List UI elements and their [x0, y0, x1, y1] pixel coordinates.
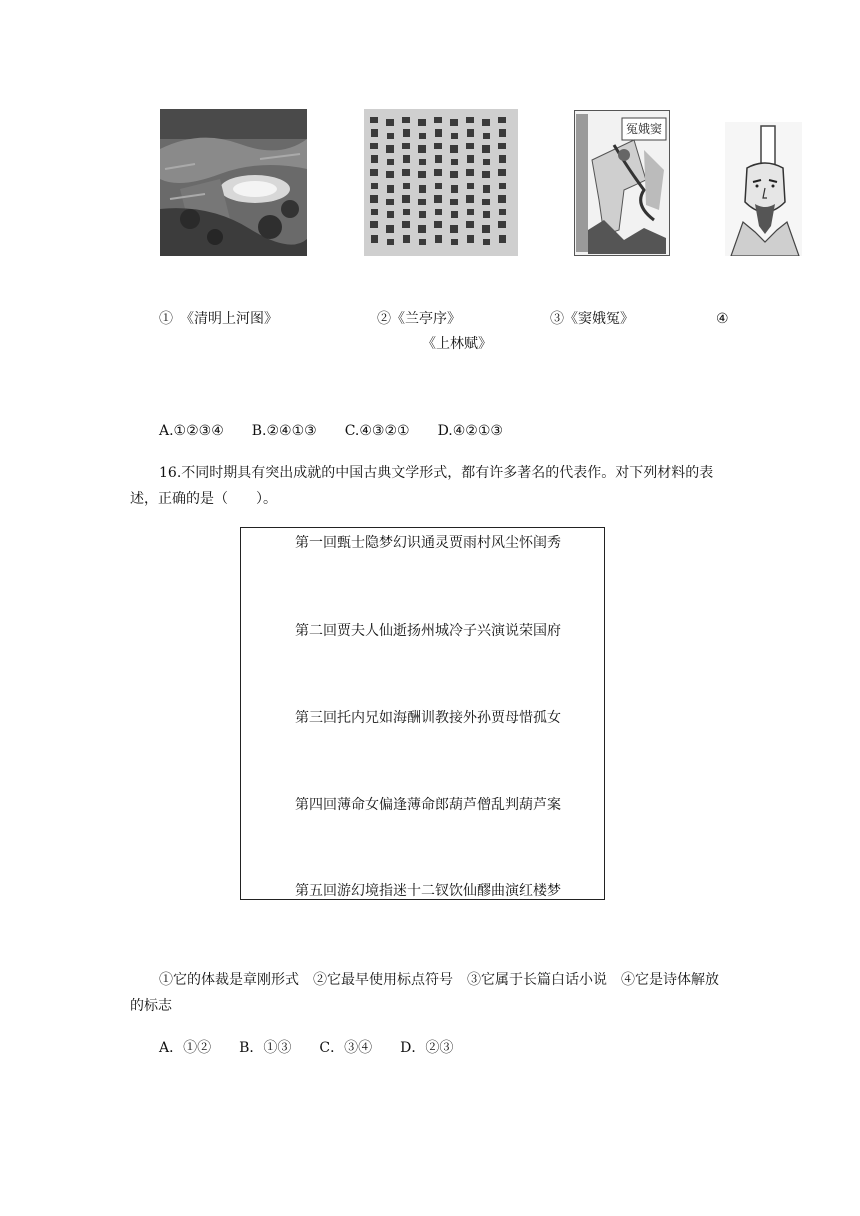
chapter-title: 第一回甄士隐梦幻识通灵贾雨村风尘怀闺秀	[295, 535, 561, 551]
caption-4-title: 《上林赋》	[422, 336, 492, 352]
dou-e-yuan-image	[574, 110, 670, 256]
caption-4-number: ④	[716, 311, 729, 327]
q15-options: A.①②③④ B.②④①③ C.④③②① D.④②①③	[159, 423, 503, 439]
caption-2: ②《兰亭序》	[377, 311, 461, 327]
q16-options: A．①② B．①③ C．③④ D．②③	[159, 1040, 454, 1056]
dou-e-yuan-corner-text: 冤娥窦	[626, 122, 663, 136]
qingming-shanghe-tu-image	[160, 109, 307, 256]
q16-stem: 16.不同时期具有突出成就的中国古典文学形式，都有许多著名的代表作。对下列材料的表述，正确的是（ ）。	[130, 465, 714, 507]
chapter-list-box	[240, 527, 605, 900]
chapter-title: 第四回薄命女偏逢薄命郎葫芦僧乱判葫芦案	[295, 797, 561, 813]
chapter-title: 第二回贾夫人仙逝扬州城冷子兴演说荣国府	[295, 623, 561, 639]
caption-1: ① 《清明上河图》	[159, 311, 278, 327]
chapter-title: 第五回游幻境指迷十二钗饮仙醪曲演红楼梦	[295, 883, 561, 899]
lantingxu-calligraphy-image	[364, 109, 518, 256]
q16-statements: ①它的体裁是章刚形式 ②它最早使用标点符号 ③它属于长篇白话小说 ④它是诗体解放的标志	[130, 972, 719, 1014]
portrait-image	[725, 122, 802, 256]
chapter-title: 第三回托内兄如海酬训教接外孙贾母惜孤女	[295, 710, 561, 726]
caption-3: ③《窦娥冤》	[550, 311, 634, 327]
